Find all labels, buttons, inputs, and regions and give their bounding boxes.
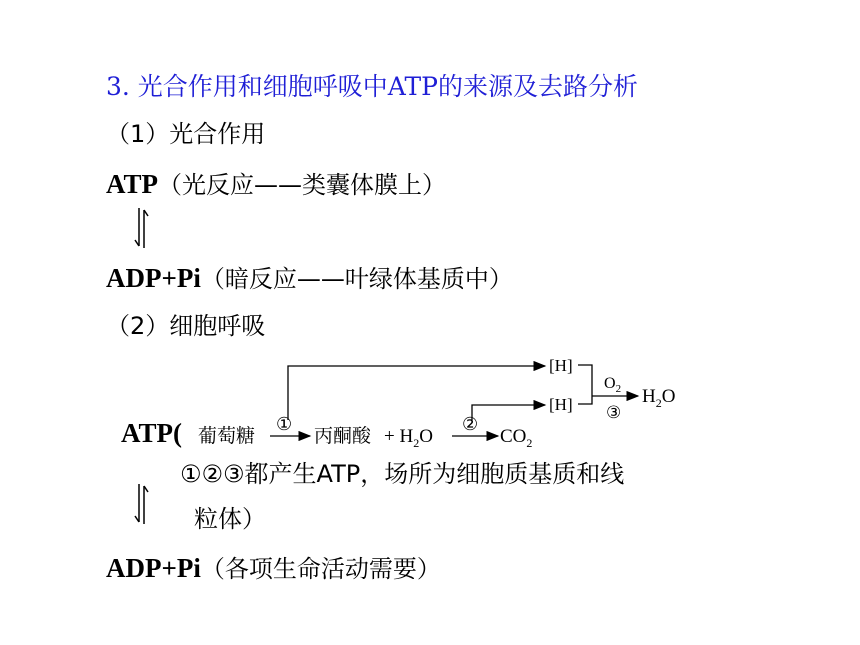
glucose-label: 葡萄糖 [198,426,256,447]
photosynthesis-adp-line [106,262,513,295]
step2-marker: ② [462,414,479,434]
respiration-note-line2 [194,503,266,535]
co2-label: $CO_2$ [500,426,533,450]
dark-reaction-text: （暗反应——叶绿体基质中） [200,265,513,293]
section2-heading-text: （2）细胞呼吸 [106,312,266,340]
section1-heading [106,118,265,150]
page-title [106,71,638,103]
section1-heading-text: （1）光合作用 [106,120,266,148]
atp-label: ATP [106,169,158,199]
note-text-2: 粒体） [194,505,266,533]
section2-heading [106,310,265,342]
plus-water-label: + $H_2O$ [384,426,433,450]
note-text-1: ①②③都产生ATP，场所为细胞质基质和线 [180,460,625,488]
arrow-to-h-top [288,366,545,420]
step3-marker: ③ [606,403,622,422]
respiration-adp-line [106,552,441,585]
respiration-atp-prefix [121,417,182,450]
pyruvate-label: 丙酮酸 [314,426,372,447]
photosynthesis-atp-line [106,168,446,201]
h-bracket [578,365,592,404]
reversible-arrow-icon [132,482,152,526]
step1-marker: ① [276,414,293,434]
h-top-label: [H] [549,356,573,375]
adp-label: ADP+Pi [106,263,201,293]
respiration-note-line1 [180,458,624,490]
h-bottom-label: [H] [549,395,573,414]
life-activities-text: （各项生命活动需要） [200,555,441,583]
adp-label: ADP+Pi [106,553,201,583]
atp-open-label: ATP( [121,418,182,448]
arrow-to-h-bottom [472,405,545,420]
light-reaction-text: （光反应——类囊体膜上） [158,171,446,199]
respiration-diagram [190,346,710,452]
title-text: 3. 光合作用和细胞呼吸中ATP的来源及去路分析 [106,72,638,101]
reversible-arrow-icon [132,206,152,250]
h2o-label: $H_2O$ [642,386,676,410]
o2-label: $O_2$ [604,375,622,395]
